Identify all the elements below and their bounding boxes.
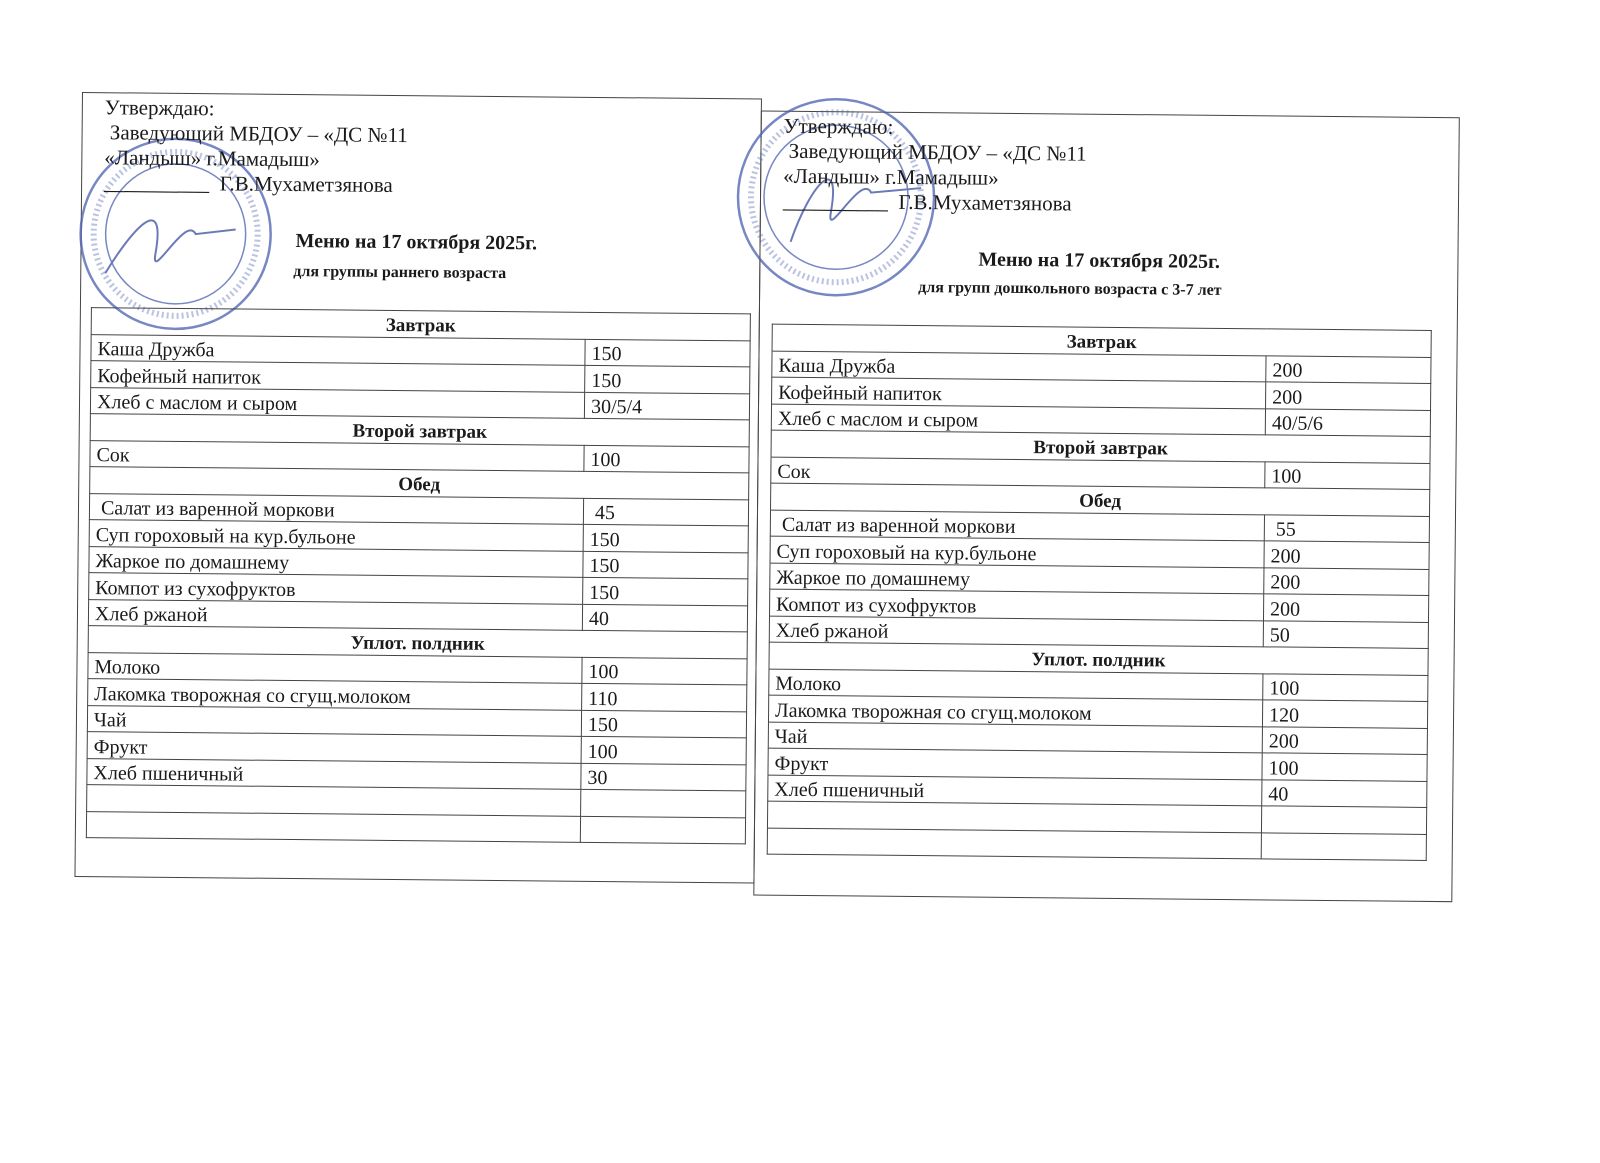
portion-value (1261, 806, 1426, 834)
portion-value: 200 (1263, 594, 1428, 622)
portion-value: 100 (581, 736, 746, 764)
portion-value (581, 789, 746, 817)
portion-value: 200 (1264, 541, 1429, 569)
portion-value (580, 816, 745, 844)
menu-title: Меню на 17 октября 2025г. (978, 248, 1221, 273)
signature-line: __________ Г.В.Мухаметзянова (782, 188, 1072, 216)
portion-value: 200 (1266, 382, 1431, 410)
dish-name: Компот из сухофруктов (770, 589, 1264, 620)
dish-name: Суп гороховый на кур.бульоне (770, 536, 1264, 567)
portion-value: 40 (582, 604, 747, 632)
approve-label: Утверждаю: (104, 95, 215, 121)
menu-title: Меню на 17 октября 2025г. (295, 230, 538, 255)
dish-name: Хлеб пшеничный (87, 758, 581, 789)
dish-name: Молоко (88, 652, 582, 683)
portion-value: 40/5/6 (1265, 408, 1430, 436)
menu-panel-early-age (74, 92, 762, 883)
portion-value: 200 (1266, 355, 1431, 383)
menu-subtitle: для групп дошкольного возраста с 3-7 лет (918, 279, 1222, 299)
portion-value: 150 (585, 365, 750, 393)
portion-value: 150 (585, 339, 750, 367)
portion-value: 100 (1262, 753, 1427, 781)
dish-name: Суп гороховый на кур.бульоне (89, 520, 583, 551)
dish-name: Лакомка творожная со сгущ.молоком (768, 695, 1262, 726)
dish-name: Хлеб с маслом и сыром (771, 404, 1265, 435)
portion-value: 120 (1262, 700, 1427, 728)
dish-name: Хлеб пшеничный (768, 775, 1262, 806)
organization-label: «Ландыш» г.Мамадыш» (783, 163, 999, 190)
section-heading: Второй завтрак (771, 430, 1430, 463)
menu-item-row (86, 811, 745, 844)
portion-value: 110 (582, 683, 747, 711)
section-heading: Обед (771, 483, 1430, 516)
approve-label: Утверждаю: (783, 113, 894, 139)
portion-value: 100 (1263, 673, 1428, 701)
dish-name: Фрукт (87, 732, 581, 763)
dish-name (86, 811, 580, 842)
section-heading: Уплот. полдник (88, 626, 747, 659)
dish-name: Жаркое по домашнему (89, 546, 583, 577)
portion-value: 100 (584, 445, 749, 473)
section-heading: Завтрак (772, 324, 1431, 357)
dish-name: Кофейный напиток (91, 361, 585, 392)
menu-panel-preschool (753, 111, 1460, 903)
dish-name: Салат из варенной моркови (89, 493, 583, 524)
portion-value (1261, 832, 1426, 860)
dish-name: Хлеб ржаной (88, 599, 582, 630)
dish-name: Чай (768, 722, 1262, 753)
portion-value: 150 (583, 551, 748, 579)
portion-value: 45 (583, 498, 748, 526)
position-label: Заведующий МБДОУ – «ДС №11 (783, 138, 1087, 166)
portion-value: 150 (583, 524, 748, 552)
dish-name (767, 828, 1261, 859)
dish-name: Салат из варенной моркови (770, 510, 1264, 541)
portion-value: 150 (583, 577, 748, 605)
dish-name: Хлеб с маслом и сыром (90, 387, 584, 418)
section-heading: Обед (90, 467, 749, 500)
portion-value: 150 (581, 710, 746, 738)
portion-value: 55 (1264, 514, 1429, 542)
dish-name: Молоко (769, 669, 1263, 700)
portion-value: 200 (1262, 726, 1427, 754)
dish-name: Чай (87, 705, 581, 736)
dish-name: Сок (90, 440, 584, 471)
dish-name: Каша Дружба (91, 334, 585, 365)
portion-value: 200 (1264, 567, 1429, 595)
portion-value: 30 (581, 763, 746, 791)
portion-value: 100 (1265, 461, 1430, 489)
position-label: Заведующий МБДОУ – «ДС №11 (104, 120, 408, 148)
dish-name: Каша Дружба (772, 351, 1266, 382)
portion-value: 30/5/4 (584, 392, 749, 420)
dish-name: Лакомка творожная со сгущ.молоком (88, 679, 582, 710)
menu-table (86, 307, 751, 844)
dish-name: Жаркое по домашнему (770, 563, 1264, 594)
menu-table (767, 324, 1432, 861)
menu-item-row (767, 828, 1426, 861)
dish-name: Кофейный напиток (772, 377, 1266, 408)
section-heading: Завтрак (91, 308, 750, 341)
portion-value: 40 (1262, 779, 1427, 807)
dish-name: Фрукт (768, 748, 1262, 779)
section-heading: Второй завтрак (90, 414, 749, 447)
dish-name: Хлеб ржаной (769, 616, 1263, 647)
portion-value: 100 (582, 657, 747, 685)
portion-value: 50 (1263, 620, 1428, 648)
signature-line: __________ Г.В.Мухаметзянова (104, 170, 393, 197)
dish-name: Компот из сухофруктов (89, 573, 583, 604)
dish-name: Сок (771, 457, 1265, 488)
menu-subtitle: для группы раннего возраста (293, 263, 507, 283)
document-frame (74, 92, 1459, 890)
section-heading: Уплот. полдник (769, 642, 1428, 675)
organization-label: «Ландыш» г.Мамадыш» (104, 145, 320, 172)
